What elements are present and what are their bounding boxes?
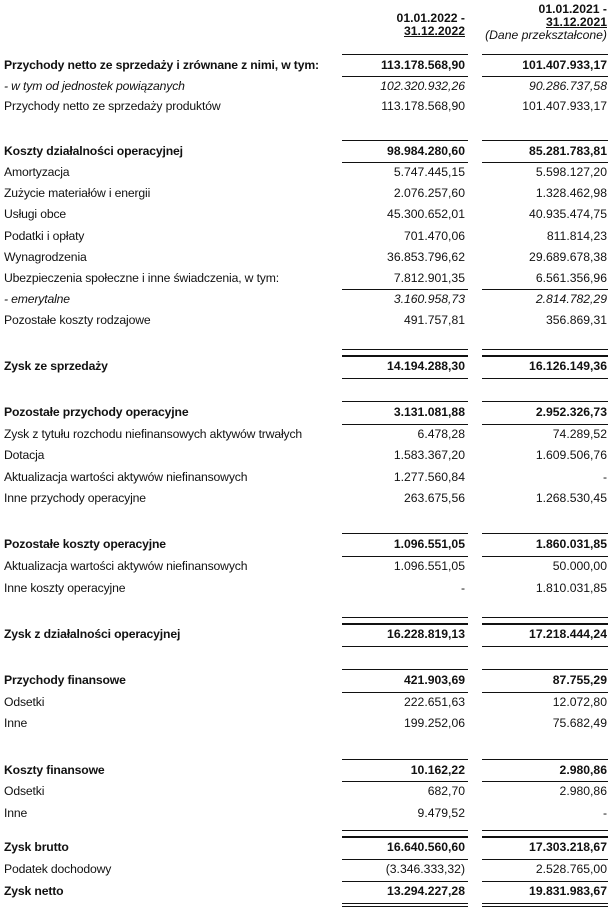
table-row xyxy=(0,860,610,881)
row-label: Koszty finansowe xyxy=(4,763,105,777)
value-2021: 101.407.933,17 xyxy=(522,58,607,72)
rule-line xyxy=(342,781,468,782)
rule-line xyxy=(342,903,468,904)
rule-line xyxy=(342,378,468,379)
row-label: Zużycie materiałów i energii xyxy=(4,186,151,200)
rule-line xyxy=(482,54,608,55)
period-2022-from: 01.01.2022 - xyxy=(396,11,465,25)
value-2021: 2.528.765,00 xyxy=(535,862,607,876)
rule-line xyxy=(342,759,468,760)
period-header-2022 xyxy=(397,12,465,38)
value-2021: 101.407.933,17 xyxy=(522,99,607,113)
value-2021: 1.860.031,85 xyxy=(535,537,607,551)
row-label: Pozostałe przychody operacyjne xyxy=(4,405,189,419)
value-2022: 9.479,52 xyxy=(417,806,465,820)
table-row xyxy=(0,714,610,735)
value-2022: 701.470,06 xyxy=(404,229,465,243)
rule-line xyxy=(342,349,468,350)
table-row xyxy=(0,290,610,311)
value-2022: 682,70 xyxy=(427,784,465,798)
rule-line xyxy=(342,692,468,693)
rule-line xyxy=(482,903,608,904)
value-2022: 113.178.568,90 xyxy=(380,58,465,72)
table-row xyxy=(0,403,610,424)
row-label: Wynagrodzenia xyxy=(4,250,87,264)
rule-line xyxy=(342,401,468,402)
value-2022: 14.194.288,30 xyxy=(387,359,465,373)
value-2022: 2.076.257,60 xyxy=(393,186,465,200)
table-row xyxy=(0,357,610,378)
table-row xyxy=(0,269,610,290)
table-row xyxy=(0,625,610,646)
table-row xyxy=(0,535,610,556)
value-2021: 2.952.326,73 xyxy=(535,405,607,419)
value-2021: 811.814,23 xyxy=(546,229,607,243)
row-label: Koszty działalności operacyjnej xyxy=(4,144,183,158)
value-2022: 199.252,06 xyxy=(404,716,465,730)
value-2021: 1.609.506,76 xyxy=(535,448,607,462)
value-2022: 45.300.652,01 xyxy=(387,207,465,221)
rule-line xyxy=(342,859,468,860)
value-2022: 1.583.367,20 xyxy=(393,448,465,462)
row-label: - w tym od jednostek powiązanych xyxy=(4,79,185,93)
rule-line xyxy=(482,669,608,670)
rule-line xyxy=(482,781,608,782)
value-2021: 17.218.444,24 xyxy=(529,627,607,641)
value-2021: 50.000,00 xyxy=(552,559,607,573)
value-2022: 6.478,28 xyxy=(417,427,465,441)
value-2021: 5.598.127,20 xyxy=(535,165,607,179)
value-2022: 1.096.551,05 xyxy=(393,537,465,551)
row-label: Zysk z tytułu rozchodu niefinansowych aktywów trwałych xyxy=(4,427,303,441)
table-row xyxy=(0,671,610,692)
rule-line xyxy=(342,140,468,141)
rule-line xyxy=(482,859,608,860)
table-row xyxy=(0,782,610,803)
period-2021-from: 01.01.2021 - xyxy=(538,2,607,16)
value-2022: 5.747.445,15 xyxy=(393,165,465,179)
rule-line xyxy=(482,533,608,534)
row-label: Pozostałe koszty rodzajowe xyxy=(4,313,151,327)
table-row xyxy=(0,205,610,226)
table-row xyxy=(0,557,610,578)
rule-line xyxy=(342,54,468,55)
value-2021: 16.126.149,36 xyxy=(529,359,607,373)
row-label: Podatki i opłaty xyxy=(4,229,85,243)
table-row xyxy=(0,804,610,825)
table-row xyxy=(0,425,610,446)
value-2022: (3.346.333,32) xyxy=(385,862,465,876)
rule-line xyxy=(342,556,468,557)
value-2021: - xyxy=(602,806,607,820)
value-2022: 7.812.901,35 xyxy=(393,271,465,285)
rule-line xyxy=(342,617,468,618)
rule-line xyxy=(482,401,608,402)
value-2021: 87.755,29 xyxy=(552,673,607,687)
rule-line xyxy=(342,830,468,831)
rule-line xyxy=(342,623,468,625)
row-label: Inne xyxy=(4,716,28,730)
rule-line xyxy=(482,76,608,77)
row-label: Odsetki xyxy=(4,695,45,709)
value-2021: 1.268.530,45 xyxy=(535,491,607,505)
rule-line xyxy=(342,162,468,163)
rule-line xyxy=(342,355,468,357)
value-2021: 19.831.983,67 xyxy=(529,884,607,898)
table-row xyxy=(0,77,610,98)
value-2022: 102.320.932,26 xyxy=(380,79,465,93)
row-label: Pozostałe koszty operacyjne xyxy=(4,537,166,551)
value-2021: 2.814.782,29 xyxy=(535,292,607,306)
row-label: Ubezpieczenia społeczne i inne świadczenia, w tym: xyxy=(4,271,279,285)
row-label: Aktualizacja wartości aktywów niefinansowych xyxy=(4,559,248,573)
rule-line xyxy=(482,289,608,290)
value-2022: 13.294.227,28 xyxy=(387,884,465,898)
rule-line xyxy=(482,378,608,379)
row-label: Zysk z działalności operacyjnej xyxy=(4,627,181,641)
rule-line xyxy=(482,646,608,647)
value-2022: 421.903,69 xyxy=(404,673,465,687)
table-row xyxy=(0,97,610,118)
value-2021: 29.689.678,38 xyxy=(529,250,607,264)
table-row xyxy=(0,489,610,510)
value-2022: 10.162,22 xyxy=(410,763,465,777)
value-2022: 113.178.568,90 xyxy=(381,99,465,113)
table-row xyxy=(0,248,610,269)
value-2021: 40.935.474,75 xyxy=(529,207,607,221)
period-2021-note: (Dane przekształcone) xyxy=(485,28,607,42)
row-label: Przychody finansowe xyxy=(4,673,126,687)
row-label: Inne koszty operacyjne xyxy=(4,581,126,595)
rule-line xyxy=(482,692,608,693)
rule-line xyxy=(482,355,608,357)
table-row xyxy=(0,579,610,600)
value-2021: 74.289,52 xyxy=(552,427,607,441)
rule-line xyxy=(342,669,468,670)
rule-line xyxy=(482,617,608,618)
value-2022: 1.096.551,05 xyxy=(393,559,465,573)
row-label: Dotacja xyxy=(4,448,45,462)
value-2021: 356.869,31 xyxy=(546,313,607,327)
rule-line xyxy=(342,289,468,290)
rule-line xyxy=(482,836,608,838)
value-2022: 16.640.560,60 xyxy=(387,840,465,854)
value-2021: 17.303.218,67 xyxy=(529,840,607,854)
rule-line xyxy=(482,623,608,625)
table-row xyxy=(0,882,610,903)
value-2021: 1.328.462,98 xyxy=(535,186,607,200)
value-2021: 75.682,49 xyxy=(552,716,607,730)
row-label: Zysk ze sprzedaży xyxy=(4,359,108,373)
table-row xyxy=(0,163,610,184)
period-header-2021 xyxy=(485,3,607,42)
value-2022: 98.984.280,60 xyxy=(387,144,465,158)
rule-line xyxy=(482,881,608,882)
row-label: Zysk brutto xyxy=(4,840,69,854)
rule-line xyxy=(482,349,608,350)
rule-line xyxy=(342,76,468,77)
row-label: Inne xyxy=(4,806,28,820)
row-label: Odsetki xyxy=(4,784,45,798)
rule-line xyxy=(342,424,468,425)
value-2021: 90.286.737,58 xyxy=(529,79,607,93)
rule-line xyxy=(482,424,608,425)
table-row xyxy=(0,693,610,714)
rule-line xyxy=(482,556,608,557)
value-2022: 491.757,81 xyxy=(404,313,465,327)
table-row xyxy=(0,761,610,782)
value-2022: 263.675,56 xyxy=(404,491,465,505)
row-label: Zysk netto xyxy=(4,884,64,898)
row-label: Przychody netto ze sprzedaży produktów xyxy=(4,99,221,113)
value-2022: 36.853.796,62 xyxy=(387,250,465,264)
table-row xyxy=(0,227,610,248)
table-row xyxy=(0,142,610,163)
row-label: Usługi obce xyxy=(4,207,67,221)
row-label: Przychody netto ze sprzedaży i zrównane z nimi, w tym: xyxy=(4,58,319,72)
period-2021-to: 31.12.2021 xyxy=(546,15,607,29)
value-2022: 16.228.819,13 xyxy=(387,627,465,641)
table-row xyxy=(0,446,610,467)
table-row xyxy=(0,838,610,859)
row-label: Aktualizacja wartości aktywów niefinansowych xyxy=(4,470,248,484)
value-2021: 85.281.783,81 xyxy=(529,144,607,158)
value-2022: 3.160.958,73 xyxy=(393,292,465,306)
value-2021: 1.810.031,85 xyxy=(535,581,607,595)
rule-line xyxy=(342,881,468,882)
row-label: Podatek dochodowy xyxy=(4,862,112,876)
table-row xyxy=(0,311,610,332)
value-2021: 12.072,80 xyxy=(552,695,607,709)
row-label: Amortyzacja xyxy=(4,165,70,179)
table-row xyxy=(0,184,610,205)
value-2022: 3.131.081,88 xyxy=(393,405,465,419)
value-2022: - xyxy=(460,581,465,595)
value-2021: 2.980,86 xyxy=(559,784,607,798)
rule-line xyxy=(342,906,468,907)
row-label: - emerytalne xyxy=(4,292,70,306)
row-label: Inne przychody operacyjne xyxy=(4,491,146,505)
period-2022-to: 31.12.2022 xyxy=(404,24,465,38)
rule-line xyxy=(482,759,608,760)
value-2022: 222.651,63 xyxy=(404,695,465,709)
value-2022: 1.277.560,84 xyxy=(393,470,465,484)
rule-line xyxy=(342,646,468,647)
value-2021: 2.980,86 xyxy=(559,763,607,777)
value-2021: 6.561.356,96 xyxy=(535,271,607,285)
value-2021: - xyxy=(602,470,607,484)
rule-line xyxy=(482,140,608,141)
rule-line xyxy=(342,836,468,838)
table-row xyxy=(0,468,610,489)
rule-line xyxy=(342,533,468,534)
rule-line xyxy=(482,906,608,907)
rule-line xyxy=(482,830,608,831)
rule-line xyxy=(482,162,608,163)
table-row xyxy=(0,56,610,77)
